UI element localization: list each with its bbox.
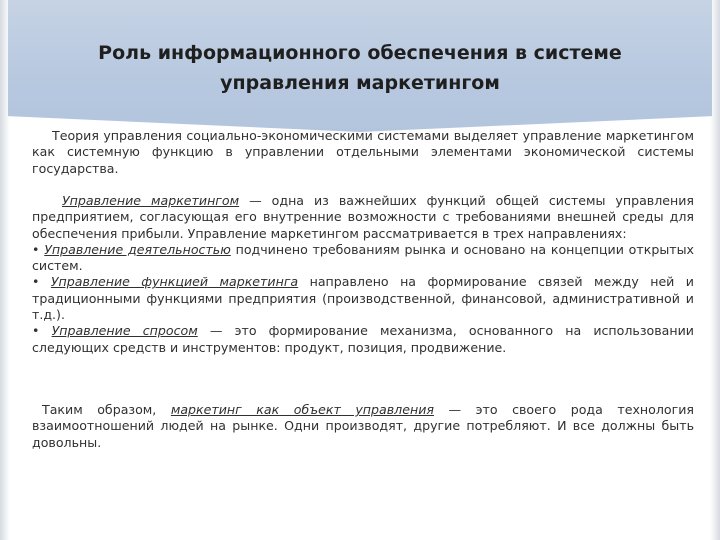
bullet-term: Управление функцией маркетинга (50, 274, 299, 290)
bullet-marker: • (32, 323, 40, 339)
bullet-marker: • (32, 241, 40, 257)
term-marketing-object: маркетинг как объект управления (170, 402, 434, 417)
conclusion-text: — это своего рода технология взаимоотношений людей на рынке. Одни производят, другие потребляют. И все должны быть довольны. (32, 402, 694, 450)
bullet-term: Управление спросом (51, 323, 198, 339)
paragraph-intro: Теория управления социально-экономическими системами выделяет управление маркетингом как системную функцию в управлении отдельными элементами экономической системы государства. (32, 128, 694, 176)
paragraph-conclusion (32, 402, 694, 451)
management-definition (32, 193, 694, 242)
bullet-term: Управление деятельностью (44, 241, 231, 257)
bullet-item (32, 242, 694, 275)
conclusion-prefix: Таким образом, (42, 402, 171, 417)
slide-title (40, 38, 680, 98)
bullet-text: направлено на формирование связей между ней и традиционными функциями предприятия (производственной, финансовой, административной и т.д.). (32, 274, 694, 323)
title-line-2: управления маркетингом (220, 72, 500, 94)
title-line-1: Роль информационного обеспечения в системе (98, 42, 622, 64)
bullet-text: — это формирование механизма, основанного на использовании следующих средств и инструментов: продукт, позиция, продвижение. (32, 323, 694, 355)
bullet-marker: • (32, 274, 40, 290)
bullet-item (32, 323, 694, 356)
definition-text: — одна из важнейших функций общей системы управления предприятием, согласующая его внутренние возможности с требованиями внешней среды для обеспечения прибыли. Управление маркетингом рассматривается в трех направлениях: (32, 193, 694, 241)
bullet-item (32, 274, 694, 323)
bullet-text: подчинено требованиям рынка и основано на концепции открытых систем. (32, 241, 694, 274)
term-marketing-management: Управление маркетингом (62, 193, 240, 208)
paragraph-management (32, 193, 694, 356)
